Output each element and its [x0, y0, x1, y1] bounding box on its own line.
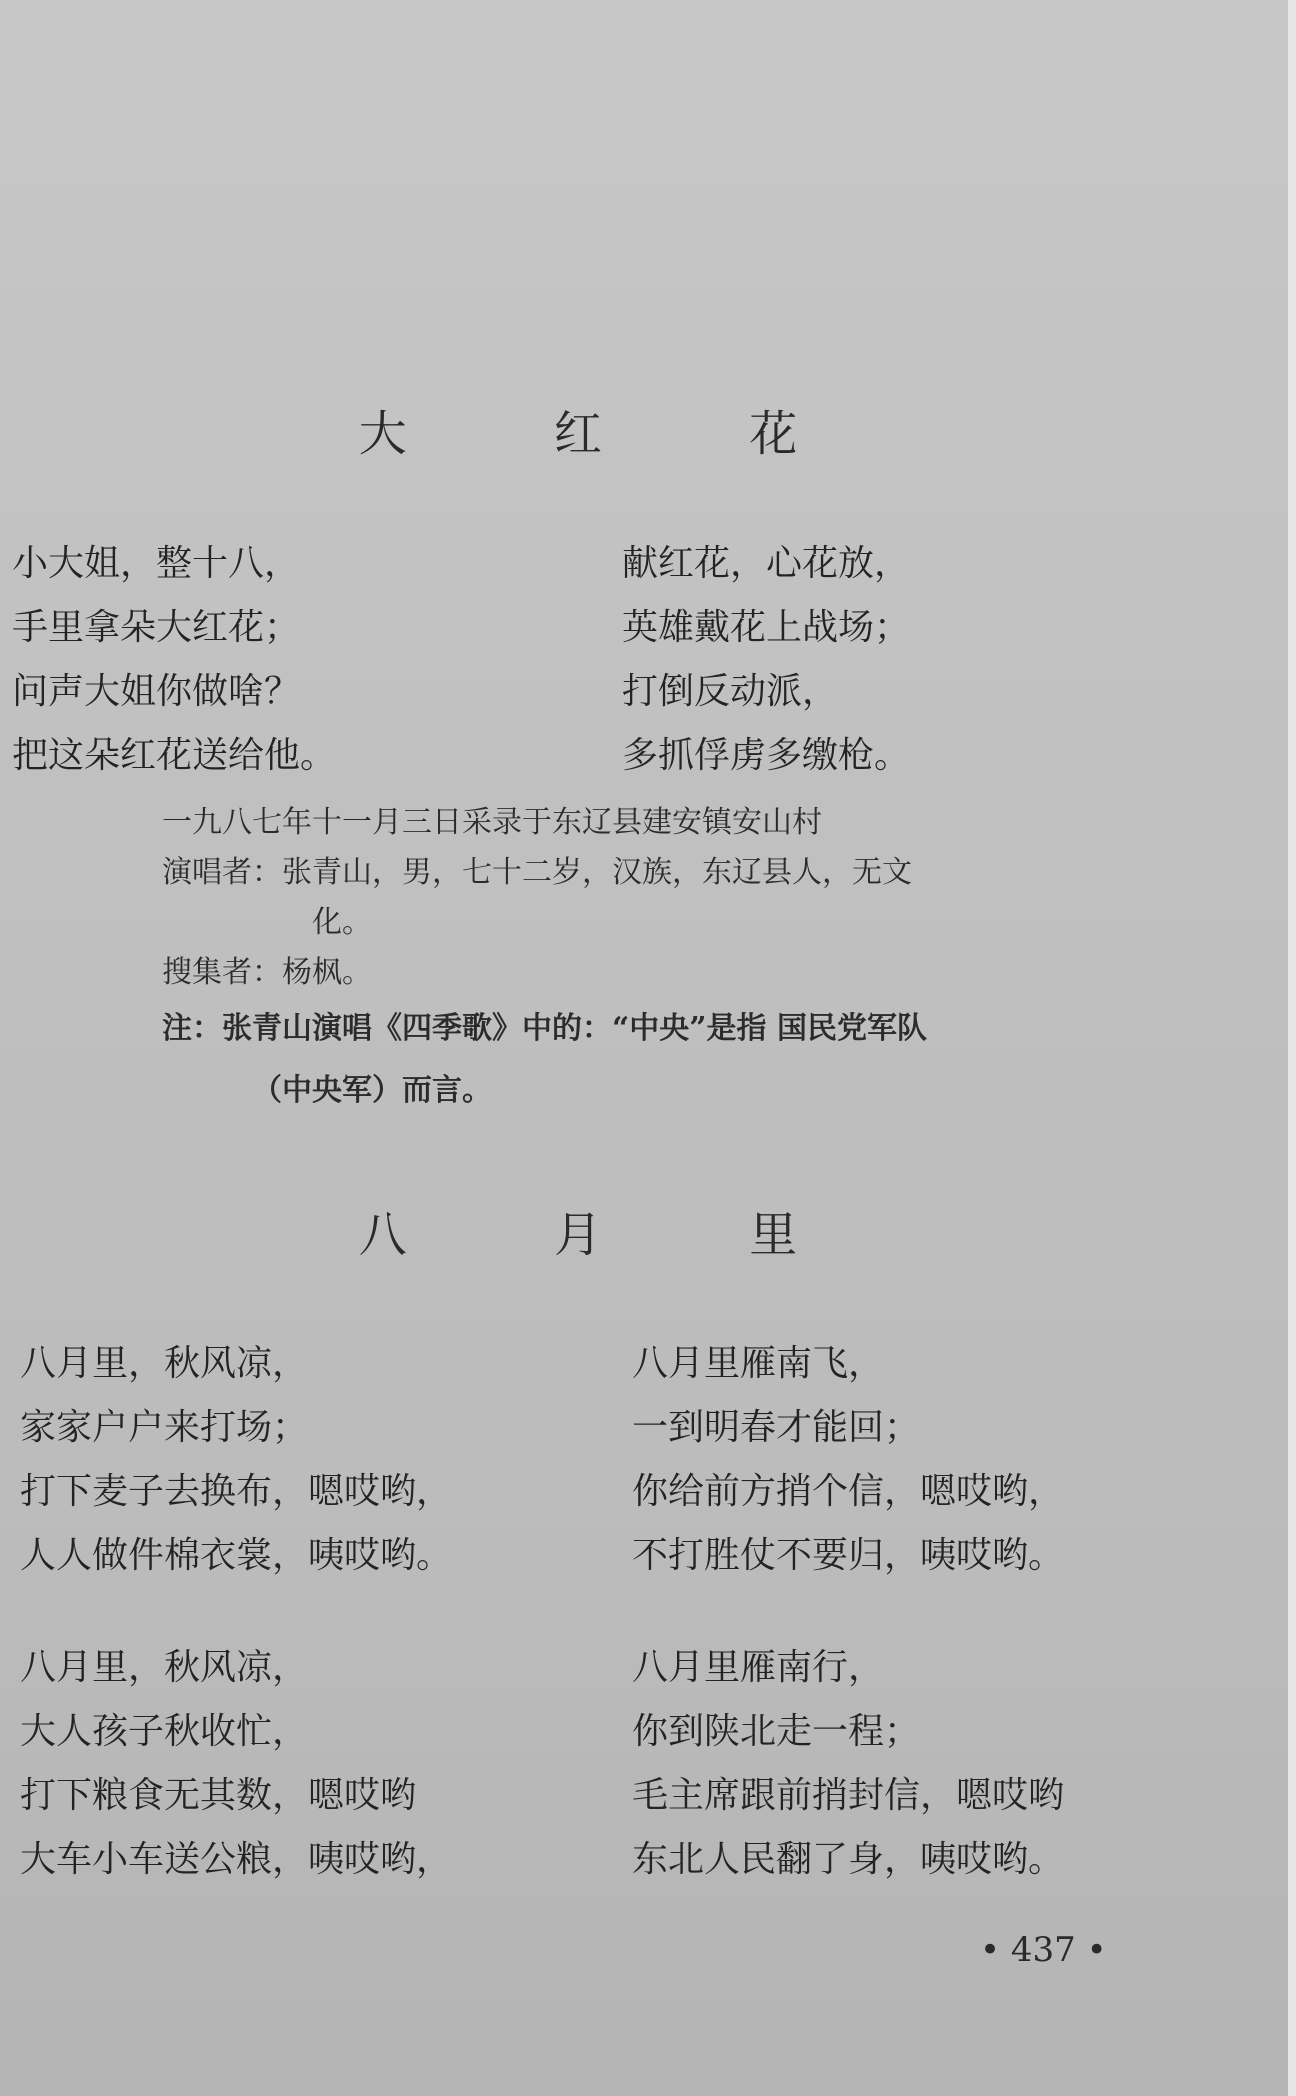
page-edge	[1288, 0, 1296, 2096]
lyric-line: 多抓俘虏多缴枪。	[622, 735, 911, 776]
lyric-line: 手里拿朵大红花；	[12, 607, 301, 648]
song2-left-column	[20, 1332, 452, 1892]
title-char: 红	[553, 406, 606, 462]
page-number: • 437 •	[980, 1930, 1107, 1970]
footnote	[162, 1004, 927, 1054]
lyric-line: 人人做件棉衣裳，咦哎哟。	[20, 1535, 453, 1576]
song-title-ba-yue-li	[0, 1196, 1160, 1265]
lyric-line: 小大姐，整十八，	[12, 543, 301, 584]
lyric-line: 大车小车送公粮，咦哎哟，	[20, 1839, 453, 1880]
song-title-da-hong-hua	[0, 395, 1160, 464]
lyric-line: 大人孩子秋收忙，	[20, 1711, 309, 1752]
lyric-line: 打下麦子去换布，嗯哎哟，	[20, 1471, 453, 1512]
lyric-line: 八月里，秋风凉，	[20, 1647, 309, 1688]
title-char: 大	[358, 406, 411, 462]
lyric-line: 一到明春才能回；	[632, 1407, 921, 1448]
footnote-text: （中央军）而言。	[252, 1073, 492, 1108]
footnote-continued	[252, 1066, 492, 1116]
lyric-line: 八月里雁南行，	[632, 1647, 885, 1688]
title-char: 里	[749, 1207, 802, 1263]
song2-right-column	[632, 1332, 1064, 1892]
lyric-line: 英雄戴花上战场；	[622, 607, 911, 648]
lyric-line: 献红花，心花放，	[622, 543, 911, 584]
title-char: 花	[749, 406, 802, 462]
lyric-line: 你到陕北走一程；	[632, 1711, 921, 1752]
lyric-line: 八月里雁南飞，	[632, 1343, 885, 1384]
collection-date-note: 一九八七年十一月三日采录于东辽县建安镇安山村	[162, 805, 822, 840]
singer-note: 演唱者：张青山，男，七十二岁，汉族，东辽县人，无文	[162, 855, 912, 890]
footnote-text: 注：张青山演唱《四季歌》中的：“中央”是指 国民党军队	[162, 1011, 927, 1046]
lyric-line: 不打胜仗不要归，咦哎哟。	[632, 1535, 1065, 1576]
song1-left-column	[12, 532, 336, 788]
title-char: 月	[553, 1207, 606, 1263]
lyric-line: 东北人民翻了身，咦哎哟。	[632, 1839, 1065, 1880]
stanza-gap	[632, 1588, 1064, 1636]
stanza-gap	[20, 1588, 452, 1636]
lyric-line: 把这朵红花送给他。	[12, 735, 337, 776]
lyric-line: 家家户户来打场；	[20, 1407, 309, 1448]
lyric-line: 问声大姐你做啥？	[12, 671, 301, 712]
lyric-line: 打下粮食无其数，嗯哎哟	[20, 1775, 417, 1816]
lyric-line: 你给前方捎个信，嗯哎哟，	[632, 1471, 1065, 1512]
singer-note-continued: 化。	[312, 905, 372, 940]
lyric-line: 打倒反动派，	[622, 671, 839, 712]
song1-right-column	[622, 532, 910, 788]
collector-note: 搜集者：杨枫。	[162, 955, 372, 990]
lyric-line: 毛主席跟前捎封信，嗯哎哟	[632, 1775, 1065, 1816]
title-char: 八	[358, 1207, 411, 1263]
lyric-line: 八月里，秋风凉，	[20, 1343, 309, 1384]
